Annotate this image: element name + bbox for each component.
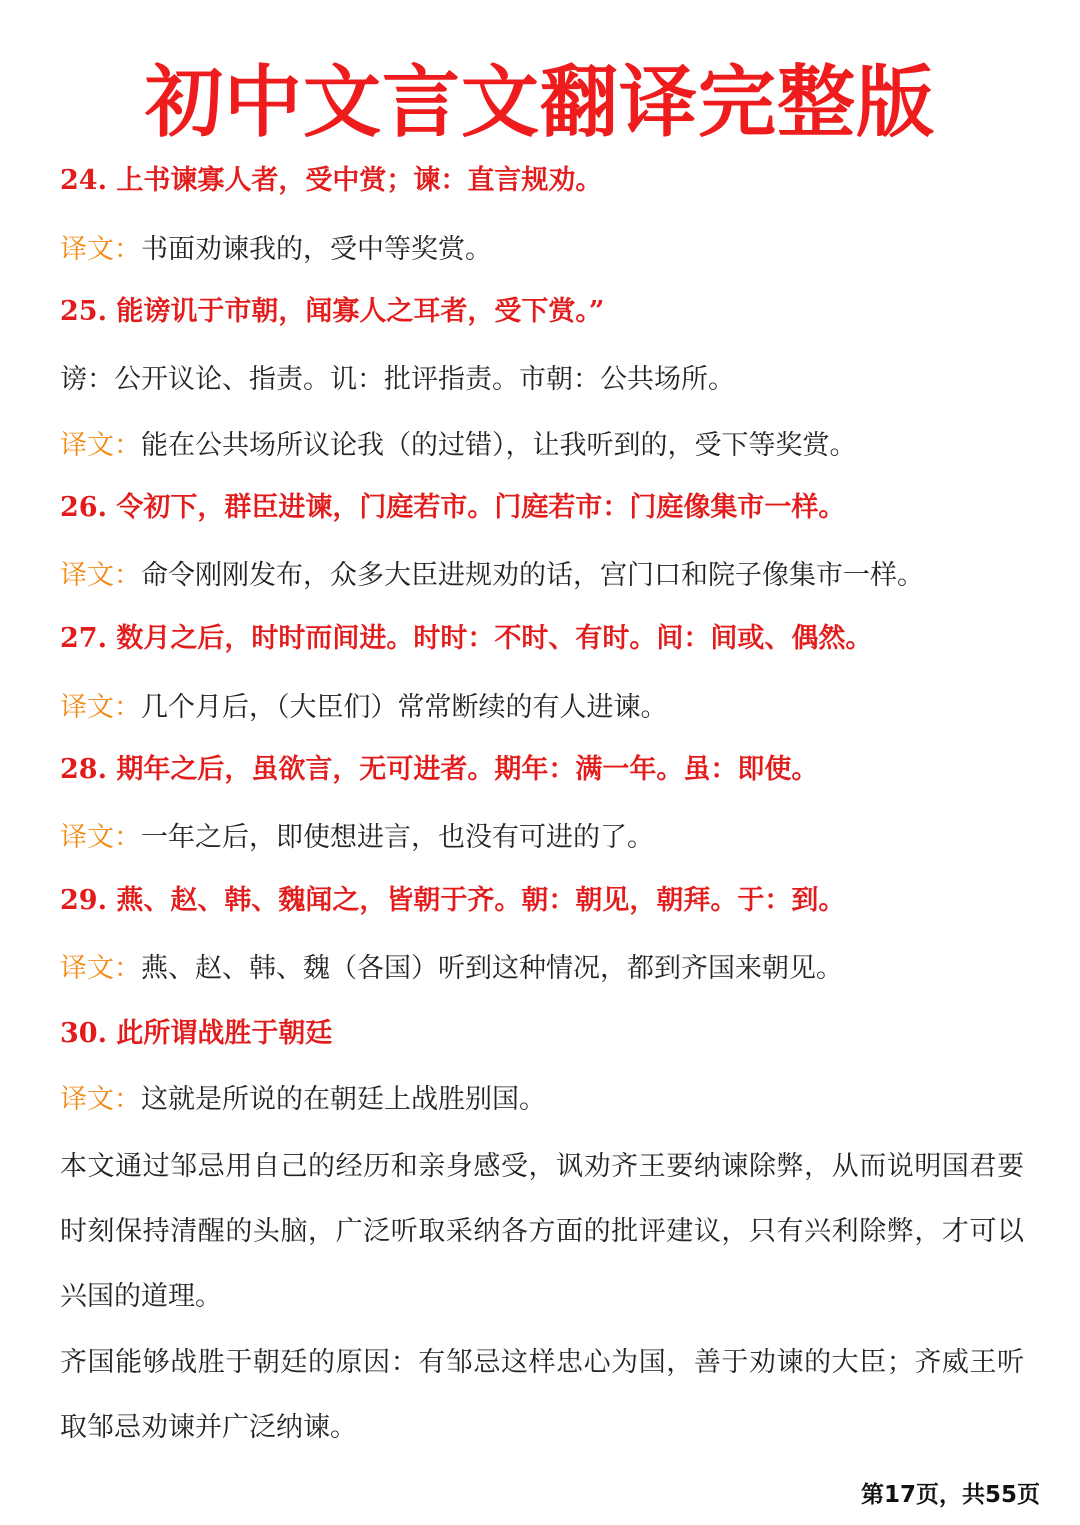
- item-29: 29. 燕、赵、韩、魏闻之，皆朝于齐。朝：朝见，朝拜。于：到。: [60, 885, 846, 916]
- translation-label: 译文：: [60, 1084, 141, 1115]
- translation-text: 几个月后，（大臣们）常常断续的有人进谏。: [141, 692, 668, 723]
- item-27: 27. 数月之后，时时而间进。时时：不时、有时。间：间或、偶然。: [60, 623, 873, 654]
- summary-paragraph: 本文通过邹忌用自己的经历和亲身感受，讽劝齐王要纳谏除弊，从而说明国君要时刻保持清醒的头脑，广泛听取采纳各方面的批评建议，只有兴利除弊，才可以兴国的道理。: [60, 1151, 1024, 1312]
- item-24: 24. 上书谏寡人者，受中赏；谏：直言规劝。: [60, 165, 603, 196]
- item-28: 28. 期年之后，虽欲言，无可进者。期年：满一年。虽：即使。: [60, 754, 819, 785]
- translation-27: [60, 690, 1024, 726]
- translation-label: 译文：: [60, 953, 141, 984]
- translation-25: [60, 428, 1024, 464]
- translation-text: 一年之后，即使想进言，也没有可进的了。: [141, 822, 654, 853]
- translation-text: 这就是所说的在朝廷上战胜别国。: [141, 1084, 546, 1115]
- translation-text: 书面劝谏我的，受中等奖赏。: [141, 234, 492, 265]
- translation-24: [60, 232, 1024, 268]
- item-30: 30. 此所谓战胜于朝廷: [60, 1018, 333, 1049]
- translation-label: 译文：: [60, 822, 141, 853]
- translation-29: [60, 951, 1024, 987]
- translation-label: 译文：: [60, 430, 141, 461]
- item-25: 25. 能谤讥于市朝，闻寡人之耳者，受下赏。”: [60, 296, 605, 327]
- translation-text: 能在公共场所议论我（的过错），让我听到的，受下等奖赏。: [141, 430, 857, 461]
- translation-label: 译文：: [60, 560, 141, 591]
- translation-28: [60, 820, 1024, 856]
- translation-label: 译文：: [60, 234, 141, 265]
- translation-30: [60, 1082, 1024, 1118]
- translation-26: [60, 558, 1024, 594]
- reason-paragraph: 齐国能够战胜于朝廷的原因：有邹忌这样忠心为国，善于劝谏的大臣；齐威王听取邹忌劝谏并广泛纳谏。: [60, 1347, 1024, 1443]
- page-number: 第17页，共55页: [860, 1482, 1040, 1508]
- page-title: 初中文言文翻译完整版: [144, 58, 935, 148]
- translation-text: 命令刚刚发布，众多大臣进规劝的话，宫门口和院子像集市一样。: [141, 560, 924, 591]
- translation-label: 译文：: [60, 692, 141, 723]
- translation-text: 燕、赵、韩、魏（各国）听到这种情况，都到齐国来朝见。: [141, 953, 843, 984]
- item-26: 26. 令初下，群臣进谏，门庭若市。门庭若市：门庭像集市一样。: [60, 492, 846, 523]
- note-25: 谤：公开议论、指责。讥：批评指责。市朝：公共场所。: [60, 364, 735, 395]
